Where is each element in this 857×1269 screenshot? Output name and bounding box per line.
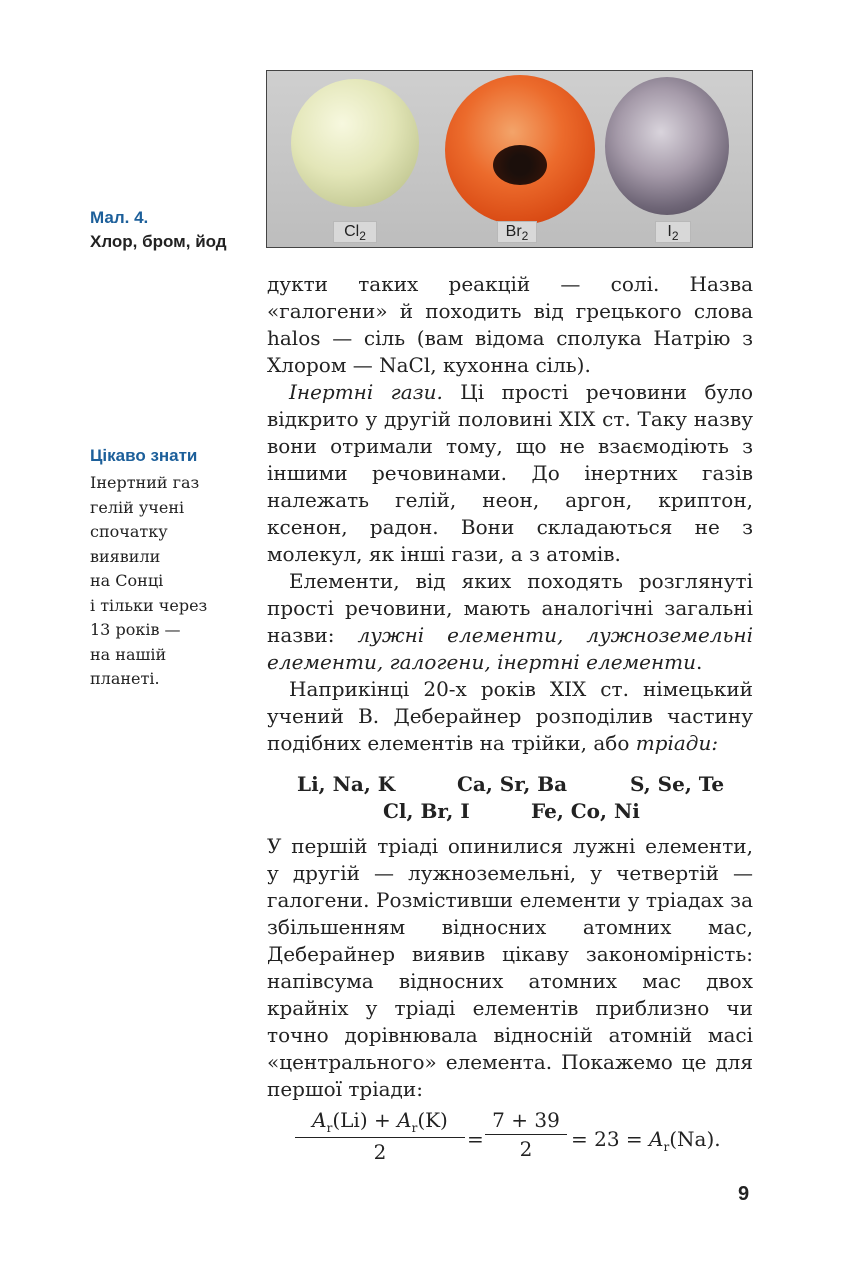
ar-symbol: A	[649, 1127, 664, 1151]
fraction-2-numerator: 7 + 39	[492, 1108, 560, 1132]
paragraph-4	[267, 676, 753, 757]
sidebar-title: Цікаво знати	[90, 446, 198, 465]
bromine-liquid	[493, 145, 547, 185]
main-text-2	[267, 833, 753, 1103]
paragraph-1: дукти таких реакцій — солі. Назва «галогени» й походить від грецького слова halos — сіль (вам відома сполука Натрію з Хлором — NaCl, кухонна сіль).	[267, 272, 753, 377]
formula-result	[571, 1127, 721, 1154]
triad: Ca, Sr, Ba	[457, 772, 568, 796]
figure-caption: Хлор, бром, йод	[90, 232, 227, 251]
ar-subscript: r	[326, 1121, 333, 1135]
paragraph-2	[267, 379, 753, 568]
paragraph-3	[267, 568, 753, 676]
equals-sign: =	[467, 1127, 484, 1151]
triad: S, Se, Te	[630, 772, 725, 796]
sidebar-line: на нашій	[90, 644, 167, 664]
ar-symbol: A	[397, 1108, 412, 1132]
paragraph-2-text: Ці прості речовини було відкрито у другій половині XIX ст. Таку назву вони отримали тому, що не взаємодіють з іншими речовинами. До інертних газів належать гелій, неон, аргон, криптон, ксенон, радон. Вони складаються не з молекул, як інші гази, а з атомів.	[267, 380, 753, 566]
triads-term: тріади:	[635, 731, 719, 755]
sidebar-line: планеті.	[90, 669, 160, 688]
sidebar-line: спочатку	[90, 522, 168, 541]
ar-subscript: r	[663, 1140, 670, 1154]
fraction-2	[485, 1108, 567, 1161]
fraction-1-numerator	[295, 1108, 465, 1137]
sidebar-note	[90, 471, 230, 692]
triad: Cl, Br, I	[383, 799, 470, 823]
li-term: (Li) +	[332, 1108, 398, 1132]
na-term: (Na).	[669, 1127, 721, 1151]
ar-symbol: A	[312, 1108, 327, 1132]
bromine-flask	[445, 75, 595, 225]
sidebar-line: і тільки через	[90, 595, 208, 615]
figure-photo	[266, 70, 753, 248]
result-value: = 23 =	[571, 1127, 650, 1151]
sidebar-line: виявили	[90, 546, 161, 566]
label-iodine: $I_2$	[655, 221, 691, 243]
paragraph-5: У першій тріаді опинилися лужні елементи, у другій — лужноземельні, у четвертій — галогени. Розмістивши елементи у тріадах за збільшенням відносних атомних мас, Деберайнер виявив цікаву закономірність: напівсума відносних атомних мас двох крайніх у тріаді елементів приблизно чи точно дорівнювала відносній атомній масі «центрального» елемента. Покажемо це для першої тріади:	[267, 834, 753, 1101]
paragraph-3-end: .	[696, 650, 703, 674]
inert-gases-term: Інертні гази.	[289, 380, 443, 404]
triad: Fe, Co, Ni	[531, 799, 640, 823]
figure-number: Мал. 4.	[90, 208, 149, 227]
k-term: (K)	[417, 1108, 448, 1132]
sidebar-line: 13 років —	[90, 620, 181, 639]
sidebar-line: Інертний газ	[90, 473, 200, 492]
ar-subscript: r	[411, 1121, 418, 1135]
chlorine-flask	[291, 79, 419, 207]
formula	[295, 1108, 735, 1168]
main-text	[267, 271, 753, 757]
iodine-flask	[605, 77, 729, 215]
label-bromine: $Br_2$	[497, 221, 537, 243]
fraction-1	[295, 1108, 465, 1164]
paragraph-4-text: Наприкінці 20-х років XIX ст. німецький учений В. Деберайнер розподілив частину подібних елементів на трійки, або	[267, 677, 753, 755]
label-chlorine: $Cl_2$	[333, 221, 377, 243]
paragraph-3-text: Елементи, від яких походять розглянуті прості речовини, мають аналогічні загальні назви:	[267, 569, 753, 647]
triad: Li, Na, K	[297, 772, 396, 796]
sidebar-line: на Сонці	[90, 571, 164, 590]
sidebar-line: гелій учені	[90, 497, 185, 517]
page-number: 9	[738, 1183, 750, 1205]
fraction-2-denominator: 2	[519, 1137, 533, 1161]
fraction-1-denominator: 2	[373, 1140, 387, 1164]
element-group-names: лужні елементи, лужноземельні елементи, галогени, інертні елементи	[267, 623, 753, 674]
